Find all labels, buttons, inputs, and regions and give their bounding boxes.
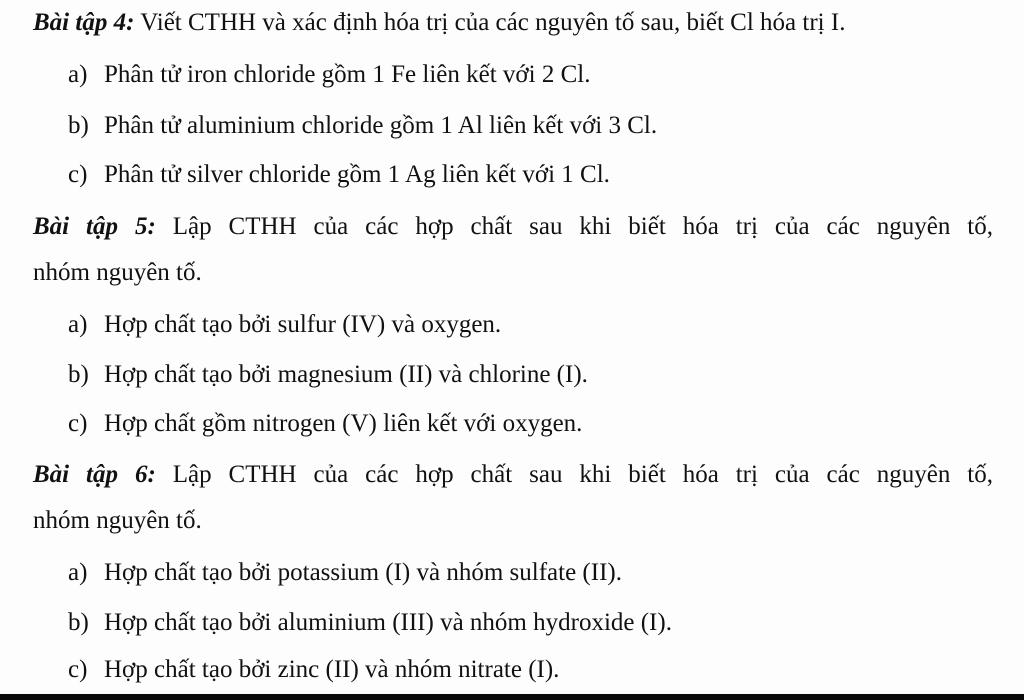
item-marker: b) [68,609,89,636]
item-marker: a) [68,311,88,338]
exercise-4-label: Bài tập 4: [33,9,135,36]
exercise-5-label: Bài tập 5: [33,213,156,240]
item-text: Hợp chất gồm nitrogen (V) liên kết với oxygen. [104,410,583,437]
item-text: Hợp chất tạo bởi zinc (II) và nhóm nitrate (I). [104,656,560,683]
item-text: Hợp chất tạo bởi aluminium (III) và nhóm hydroxide (I). [104,609,672,636]
item-text: Hợp chất tạo bởi magnesium (II) và chlorine (I). [104,361,588,388]
exercise-6-item-c [68,655,559,685]
item-text: Phân tử silver chloride gồm 1 Ag liên kết với 1 Cl. [104,161,610,188]
exercise-6-text: Lập CTHH của các hợp chất sau khi biết hóa trị của các nguyên tố, [155,461,993,488]
item-text: Phân tử iron chloride gồm 1 Fe liên kết với 2 Cl. [104,61,591,88]
item-text: Phân tử aluminium chloride gồm 1 Al liên kết với 3 Cl. [104,112,658,139]
exercise-4-text: Viết CTHH và xác định hóa trị của các nguyên tố sau, biết Cl hóa trị I. [134,9,846,36]
item-marker: b) [68,112,89,139]
item-text: Hợp chất tạo bởi sulfur (IV) và oxygen. [104,311,502,338]
exercise-5-text: Lập CTHH của các hợp chất sau khi biết hóa trị của các nguyên tố, [155,213,993,240]
bottom-edge-bar [0,694,1024,700]
exercise-5-item-b [68,360,588,390]
exercise-5-heading [33,212,993,242]
item-marker: c) [68,410,88,437]
item-marker: c) [68,161,88,188]
item-marker: b) [68,361,89,388]
exercise-6-continuation: nhóm nguyên tố. [33,507,202,534]
item-text: Hợp chất tạo bởi potassium (I) và nhóm sulfate (II). [104,559,622,586]
exercise-6-label: Bài tập 6: [33,461,156,488]
exercise-4-item-b [68,111,657,141]
exercise-4-heading [33,8,993,38]
item-marker: a) [68,61,88,88]
item-marker: a) [68,559,88,586]
exercise-6-heading [33,460,993,490]
item-marker: c) [68,656,88,683]
exercise-4-item-c [68,160,610,190]
exercise-6-item-b [68,608,672,638]
exercise-4-item-a [68,60,590,90]
exercise-6-item-a [68,558,622,588]
exercise-5-item-c [68,409,582,439]
exercise-5-continuation: nhóm nguyên tố. [33,259,202,286]
exercise-5-item-a [68,310,501,340]
